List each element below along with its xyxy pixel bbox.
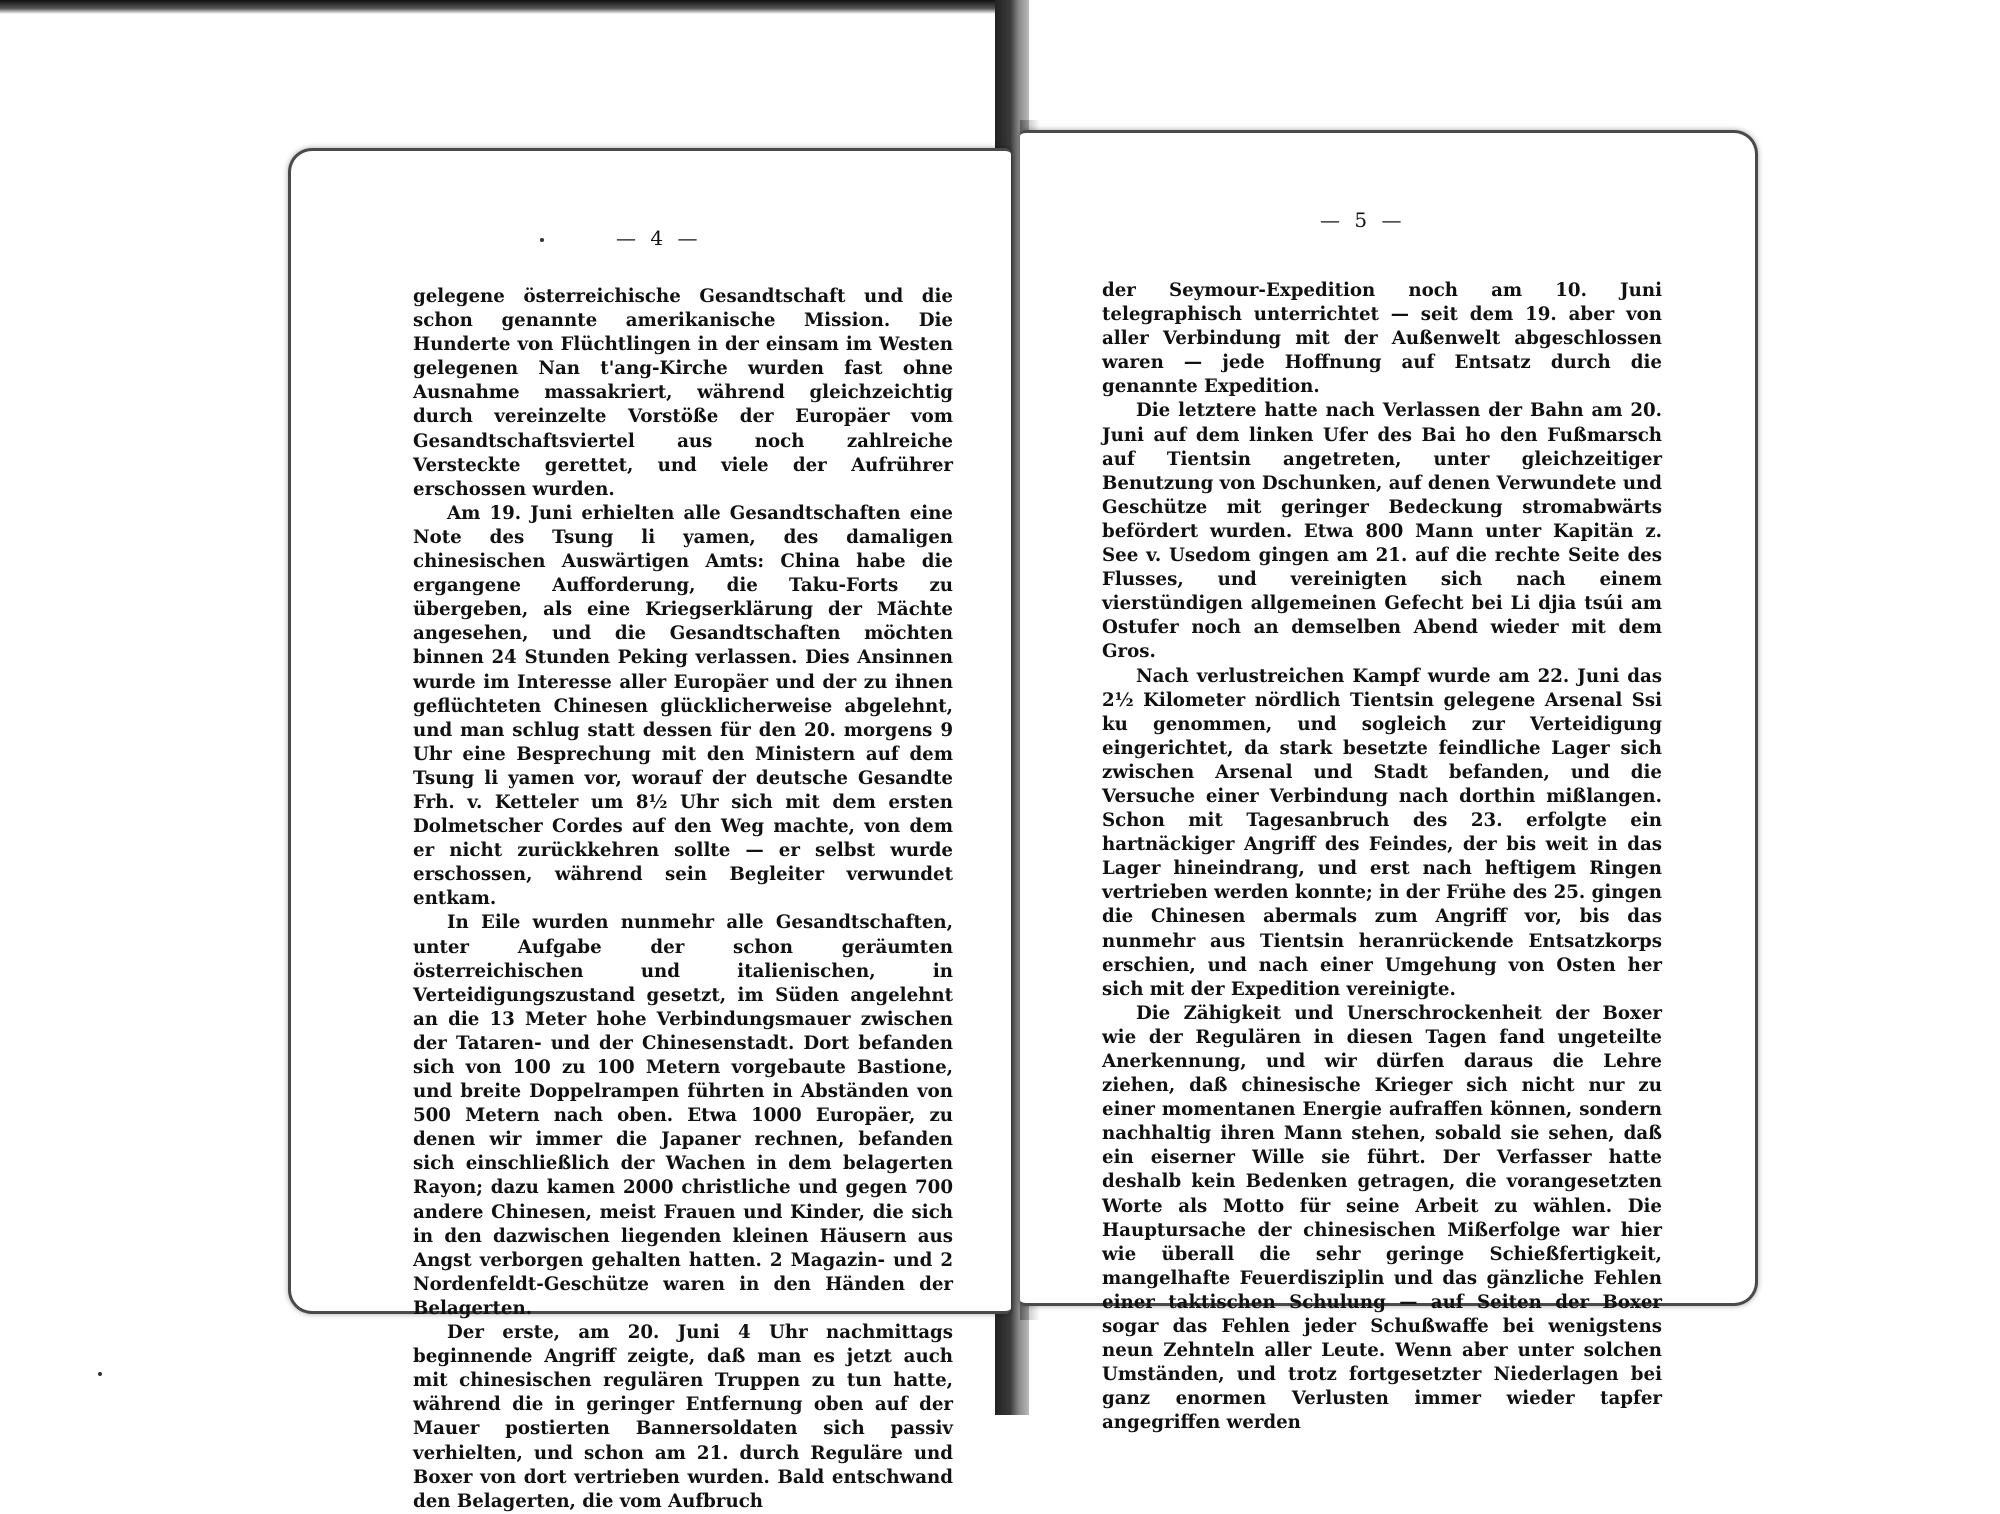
page-number-left: — 4 — (616, 226, 702, 250)
scan-speck (540, 238, 544, 242)
paragraph: Nach verlustreichen Kampf wurde am 22. Juni das 2½ Kilometer nördlich Tientsin gelegene Arsenal Ssi ku genommen, und sogleich zur Verteidigung eingerichtet, da stark besetzte feindliche Lager sich zwischen Arsenal und Stadt befanden, und die Versuche einer Verbindung nach dorthin mißlangen. Schon mit Tagesanbruch des 23. erfolgte ein hartnäckiger Angriff des Feindes, der bis weit in das Lager hineindrang, und erst nach heftigem Ringen vertrieben werden konnte; in der Frühe des 25. gingen die Chinesen abermals zum Angriff vor, bis das nunmehr aus Tientsin heranrückende Entsatzkorps erschien, und nach einer Umgehung von Osten her sich mit der Expedition vereinigte. (1102, 665, 1662, 1000)
right-page-body (1102, 279, 1662, 1436)
page-number-right: — 5 — (1320, 208, 1406, 232)
left-page-body (413, 285, 953, 1514)
paragraph: Am 19. Juni erhielten alle Gesandtschaften eine Note des Tsung li yamen, des damaligen chinesischen Auswärtigen Amts: China habe die ergangene Aufforderung, die Taku-Forts zu übergeben, als eine Kriegserklärung der Mächte angesehen, und die Gesandtschaften möchten binnen 24 Stunden Peking verlassen. Dies Ansinnen wurde im Interesse aller Europäer und der zu ihnen geflüchteten Chinesen glücklicherweise abgelehnt, und man schlug statt dessen für den 20. morgens 9 Uhr eine Besprechung mit den Ministern auf dem Tsung li yamen vor, worauf der deutsche Gesandte Frh. v. Ketteler um 8½ Uhr sich mit dem ersten Dolmetscher Cordes auf den Weg machte, von dem er nicht zurückkehren sollte — er selbst wurde erschossen, während sein Begleiter verwundet entkam. (413, 502, 953, 910)
paragraph: Der erste, am 20. Juni 4 Uhr nachmittags beginnende Angriff zeigte, daß man es jetzt auch mit chinesischen regulären Truppen zu tun hatte, während die in geringer Entfernung oben auf der Mauer postierten Bannersoldaten sich passiv verhielten, und schon am 21. durch Reguläre und Boxer von dort vertrieben wurden. Bald entschwand den Belagerten, die vom Aufbruch (413, 1322, 953, 1512)
paragraph: Die Zähigkeit und Unerschrockenheit der Boxer wie der Regulären in diesen Tagen fand ungeteilte Anerkennung, und wir dürfen daraus die Lehre ziehen, daß chinesische Krieger sich nicht nur zu einer momentanen Energie aufraffen können, sondern nachhaltig ihren Mann stehen, sobald sie sehen, daß ein eiserner Wille sie führt. Der Verfasser hatte deshalb kein Bedenken getragen, die vorangesetzten Worte als Motto für seine Arbeit zu wählen. Die Hauptursache der chinesischen Mißerfolge war hier wie überall die sehr geringe Schießfertigkeit, mangelhafte Feuerdisziplin und das gänzliche Fehlen einer taktischen Schulung — auf Seiten der Boxer sogar das Fehlen jeder Schußwaffe bei wenigstens neun Zehnteln aller Leute. Wenn aber unter solchen Umständen, und trotz fortgesetzter Niederlagen bei ganz enormen Verlusten immer wieder tapfer angegriffen werden (1102, 1002, 1662, 1434)
left-page (288, 148, 1011, 1512)
scan-speck (98, 1372, 102, 1376)
scan-edge-shadow (0, 0, 1000, 14)
paragraph: der Seymour-Expedition noch am 10. Juni telegraphisch unterrichtet — seit dem 19. aber von aller Verbindung mit der Außenwelt abgeschlossen waren — jede Hoffnung auf Entsatz durch die genannte Expedition. (1102, 280, 1662, 398)
right-page (1020, 130, 1758, 1434)
paragraph: In Eile wurden nunmehr alle Gesandtschaften, unter Aufgabe der schon geräumten österreichischen und italienischen, in Verteidigungszustand gesetzt, im Süden angelehnt an die 13 Meter hohe Verbindungsmauer zwischen der Tataren- und der Chinesenstadt. Dort befanden sich von 100 zu 100 Metern vorgebaute Bastione, und breite Doppelrampen führten in Abständen von 500 Metern nach oben. Etwa 1000 Europäer, zu denen wir immer die Japaner rechnen, befanden sich einschließlich der Wachen in dem belagerten Rayon; dazu kamen 2000 christliche und gegen 700 andere Chinesen, meist Frauen und Kinder, die sich in den dazwischen liegenden kleinen Häusern aus Angst verborgen gehalten hatten. 2 Magazin- und 2 Nordenfeldt-Geschütze waren in den Händen der Belagerten. (413, 912, 953, 1319)
paragraph: gelegene österreichische Gesandtschaft und die schon genannte amerikanische Mission. Die Hunderte von Flüchtlingen in der einsam im Westen gelegenen Nan t'ang-Kirche wurden fast ohne Ausnahme massakriert, während gleichzeichtig durch vereinzelte Vorstöße der Europäer vom Gesandtschaftsviertel aus noch zahlreiche Versteckte gerettet, und viele der Aufrührer erschossen wurden. (413, 286, 953, 500)
paragraph: Die letztere hatte nach Verlassen der Bahn am 20. Juni auf dem linken Ufer des Bai ho den Fußmarsch auf Tientsin angetreten, unter gleichzeitiger Benutzung von Dschunken, auf denen Verwundete und Geschütze mit geringer Bedeckung stromabwärts befördert wurden. Etwa 800 Mann unter Kapitän z. See v. Usedom gingen am 21. auf die rechte Seite des Flusses, und vereinigten sich nach einem vierstündigen allgemeinen Gefecht bei Li djia tsúi am Ostufer noch an demselben Abend wieder mit dem Gros. (1102, 400, 1662, 663)
